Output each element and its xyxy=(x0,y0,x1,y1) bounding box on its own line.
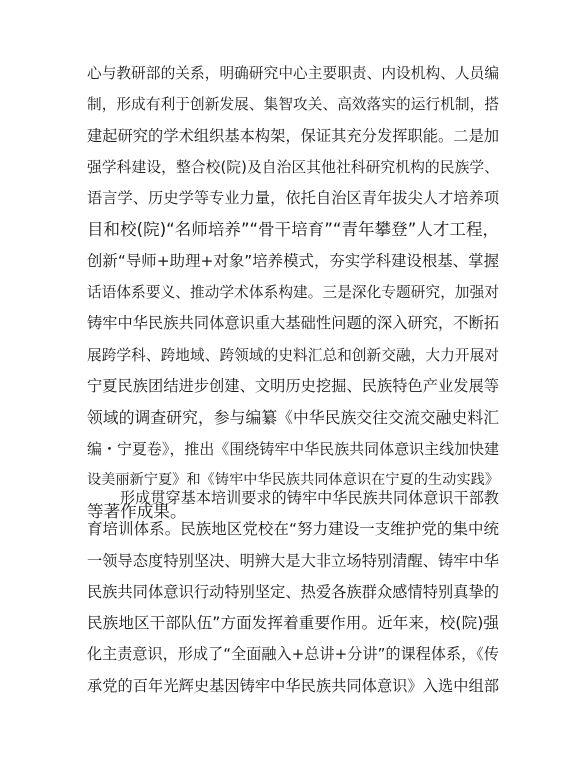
paragraph-line: 民族地区干部队伍”方面发挥着重要作用。近年来，校(院)强 xyxy=(87,614,499,633)
paragraph-line: 强学科建设，整合校(院)及自治区其他社科研究机构的民族学、 xyxy=(87,158,499,176)
paragraph-line: 建起研究的学术组织基本构架，保证其充分发挥职能。二是加 xyxy=(87,126,499,145)
paragraph-line: 民族共同体意识行动特别坚定、热爱各族群众感情特别真挚的 xyxy=(87,582,499,601)
paragraph-line: 创新“导师+助理+对象”培养模式，夯实学科建设根基、掌握 xyxy=(87,251,499,270)
paragraph-line: 一领导态度特别坚决、明辨大是大非立场特别清醒、铸牢中华 xyxy=(87,551,499,570)
paragraph-line: 承党的百年光辉史基因铸牢中华民族共同体意识》入选中组部 xyxy=(87,676,499,695)
paragraph-line: 铸牢中华民族共同体意识重大基础性问题的深入研究，不断拓 xyxy=(87,314,499,333)
paragraph-line: 化主责意识，形成了“全面融入+总讲+分讲”的课程体系，《传 xyxy=(87,645,499,664)
paragraph-line: 语言学、历史学等专业力量，依托自治区青年拔尖人才培养项 xyxy=(87,189,499,208)
paragraph-line: 编・宁夏卷》，推出《围绕铸牢中华民族共同体意识主线加快建 xyxy=(87,439,499,458)
paragraph-line: 育培训体系。民族地区党校在“努力建设一支维护党的集中统 xyxy=(87,520,499,539)
paragraph-line: 宁夏民族团结进步创建、文明历史挖掘、民族特色产业发展等 xyxy=(87,376,499,395)
paragraph-line: 设美丽新宁夏》和《铸牢中华民族共同体意识在宁夏的生动实践》 xyxy=(87,471,499,488)
paragraph-line: 目和校(院)“名师培养”“骨干培育”“青年攀登”人才工程， xyxy=(87,220,499,240)
paragraph-line: 形成贯穿基本培训要求的铸牢中华民族共同体意识干部教 xyxy=(120,489,499,507)
paragraph-line: 心与教研部的关系，明确研究中心主要职责、内设机构、人员编 xyxy=(87,65,499,82)
paragraph-line: 话语体系要义、推动学术体系构建。三是深化专题研究，加强对 xyxy=(87,284,499,302)
paragraph-line: 等著作成果。 xyxy=(87,502,187,522)
paragraph-2 xyxy=(87,483,499,702)
paragraph-line: 领域的调查研究，参与编纂《中华民族交往交流交融史料汇 xyxy=(87,408,499,428)
paragraph-line: 制，形成有利于创新发展、集智攻关、高效落实的运行机制，搭 xyxy=(87,96,499,114)
paragraph-line: 展跨学科、跨地域、跨领域的史料汇总和创新交融，大力开展对 xyxy=(87,346,499,364)
paragraph-1 xyxy=(87,58,499,527)
